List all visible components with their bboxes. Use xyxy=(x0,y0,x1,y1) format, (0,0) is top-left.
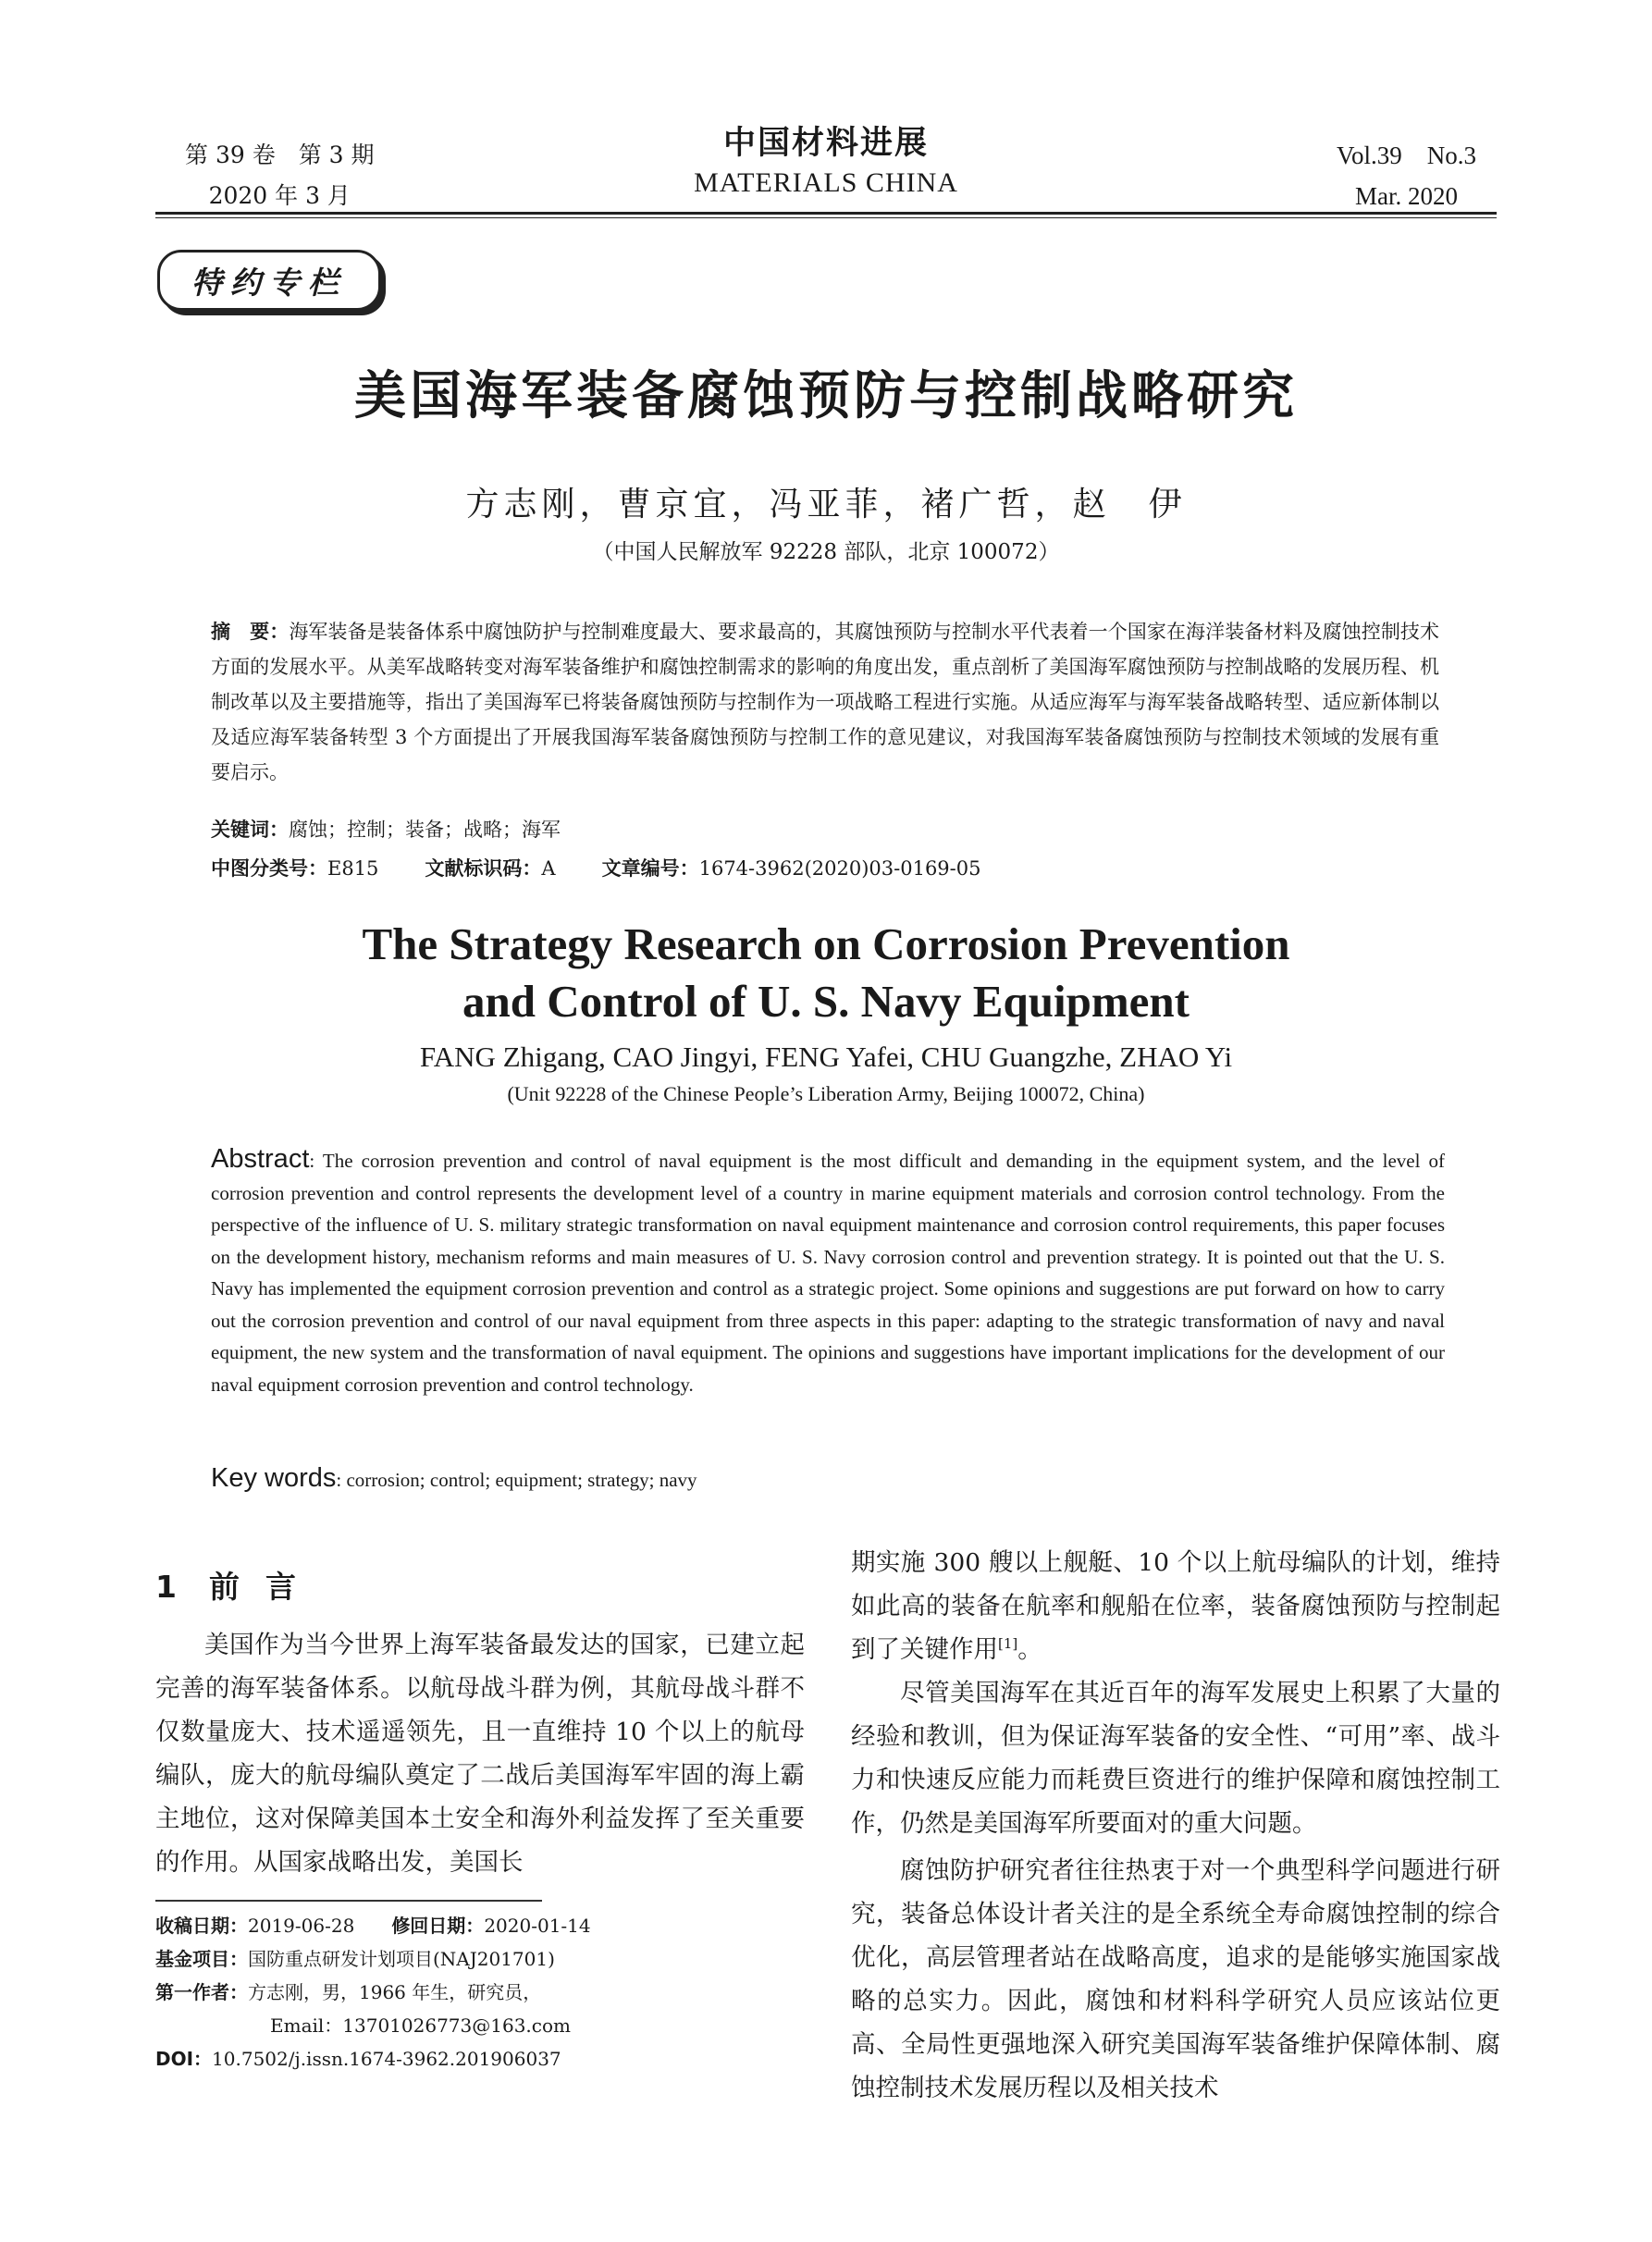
citation-ref: [1] xyxy=(998,1635,1018,1653)
body-paragraph-right-2: 尽管美国海军在其近百年的海军发展史上积累了大量的经验和教训，但为保证海军装备的安全性、“可用”率、战斗力和快速反应能力而耗费巨资进行的维护保障和腐蚀控制工作，仍然是美国海军所要面对的重大问题。 xyxy=(851,1679,1500,1838)
body-paragraph-right-1-text: 期实施 300 艘以上舰艇、10 个以上航母编队的计划，维持如此高的装备在航率和舰船在位率，装备腐蚀预防与控制起到了关键作用 xyxy=(851,1548,1500,1664)
abstract-en: Abstract: The corrosion prevention and control of naval equipment is the most difficult and demanding in the equipment system, and the level of corrosion prevention and control represents the development level of a country in marine equipment materials and corrosion control technology. From the perspective of the influence of U. S. military strategic transformation on naval equipment maintenance and corrosion control requirements, this paper focuses on the development history, mechanism reforms and main measures of U. S. Navy corrosion control and prevention strategy. It is pointed out that the U. S. Navy has implemented the equipment corrosion prevention and control as a strategic project. Some opinions and suggestions are put forward on how to carry out the corrosion prevention and control of our naval equipment from three aspects in this paper: adapting to the strategic transformation of navy and naval equipment, the new system and the transformation of naval equipment. The opinions and suggestions have important implications for the development of our naval equipment corrosion prevention and control technology. xyxy=(211,1144,1445,1396)
footnote-doi xyxy=(155,2042,821,2076)
body-paragraph-right-3: 腐蚀防护研究者往往热衷于对一个典型科学问题进行研究，装备总体设计者关注的是全系统全寿命腐蚀控制的综合优化，高层管理者站在战略高度，追求的是能够实施国家战略的总实力。因此，腐蚀和材料科学研究人员应该站位更高、全局性更强地深入研究美国海军装备维护保障体制、腐蚀控制技术发展历程以及相关技术 xyxy=(851,1856,1500,2102)
article-title-en-line2: and Control of U. S. Navy Equipment xyxy=(462,976,1190,1027)
fund-label: 基金项目： xyxy=(155,1948,248,1970)
abstract-en-label: Abstract xyxy=(211,1144,310,1174)
section-heading xyxy=(155,1563,805,1607)
footnote-rule xyxy=(155,1900,542,1902)
header-date-en: Mar. 2020 xyxy=(1354,182,1458,210)
first-author-label: 第一作者： xyxy=(155,1981,248,2003)
keywords-cn-label: 关键词： xyxy=(211,819,289,841)
footnote-email: Email：13701026773@163.com xyxy=(270,2014,571,2037)
fund-value: 国防重点研发计划项目(NAJ201701) xyxy=(248,1948,555,1970)
revised-label: 修回日期： xyxy=(391,1915,485,1937)
doc-code-value: A xyxy=(541,857,556,880)
section-title: 前言 xyxy=(209,1569,322,1605)
body-paragraph-right-1 xyxy=(851,1541,1500,1671)
affiliation-cn: （中国人民解放军 92228 部队，北京 100072） xyxy=(592,540,1060,564)
revised-date: 2020-01-14 xyxy=(484,1915,591,1937)
section-number: 1 xyxy=(155,1569,177,1605)
authors-en: FANG Zhigang, CAO Jingyi, FENG Yafei, CHU Guangzhe, ZHAO Yi xyxy=(419,1041,1233,1073)
journal-masthead xyxy=(595,122,1057,202)
header-rule-thin xyxy=(155,217,1497,218)
journal-name-cn: 中国材料进展 xyxy=(722,125,929,162)
first-author-value: 方志刚，男，1966 年生，研究员， xyxy=(248,1981,542,2003)
footnote-first-author xyxy=(155,1976,821,2009)
header-rule-thick xyxy=(155,212,1497,215)
received-label: 收稿日期： xyxy=(155,1915,248,1937)
footnote-fund xyxy=(155,1942,821,1976)
keywords-en-text: corrosion; control; equipment; strategy; navy xyxy=(346,1469,697,1491)
keywords-cn xyxy=(211,812,1439,847)
header-volume-info xyxy=(185,135,375,216)
doi-value: 10.7502/j.issn.1674-3962.201906037 xyxy=(212,2048,561,2070)
doi-label: DOI： xyxy=(155,2048,213,2070)
keywords-en: Key words: corrosion; control; equipment; strategy; navy xyxy=(211,1463,697,1493)
article-no-label: 文章编号： xyxy=(601,857,699,880)
article-title-en-line1: The Strategy Research on Corrosion Prevention xyxy=(362,918,1290,969)
abstract-cn-text: 海军装备是装备体系中腐蚀防护与控制难度最大、要求最高的，其腐蚀预防与控制水平代表着一个国家在海洋装备材料及腐蚀控制技术方面的发展水平。从美军战略转变对海军装备维护和腐蚀控制需求的影响的角度出发，重点剖析了美国海军腐蚀预防与控制战略的发展历程、机制改革以及主要措施等，指出了美国海军已将装备腐蚀预防与控制作为一项战略工程进行实施。从适应海军与海军装备战略转型、适应新体制以及适应海军装备转型 3 个方面提出了开展我国海军装备腐蚀预防与控制工作的意见建议，对我国海军装备腐蚀预防与控制技术领域的发展有重要启示。 xyxy=(211,621,1440,783)
abstract-cn xyxy=(211,614,1439,790)
keywords-en-label: Key words xyxy=(211,1463,337,1493)
column-tag: 特约专栏 xyxy=(157,250,381,311)
header-volume-issue: 第 39 卷 第 3 期 xyxy=(185,142,375,168)
header-vol-no: Vol.39 No.3 xyxy=(1336,142,1476,169)
keywords-cn-text: 腐蚀；控制；装备；战略；海军 xyxy=(289,819,561,841)
article-title-cn: 美国海军装备腐蚀预防与控制战略研究 xyxy=(354,366,1298,426)
header-volume-info-en xyxy=(1337,135,1476,216)
classification-row xyxy=(211,851,1439,886)
article-title-en xyxy=(0,916,1652,1030)
article-no-value: 1674-3962(2020)03-0169-05 xyxy=(698,857,981,880)
footnote-dates xyxy=(155,1909,821,1942)
clc-value: E815 xyxy=(327,857,379,880)
affiliation-en: (Unit 92228 of the Chinese People’s Liberation Army, Beijing 100072, China) xyxy=(507,1082,1145,1105)
abstract-cn-label: 摘 要： xyxy=(211,621,290,643)
body-paragraph-right-1-end: 。 xyxy=(1017,1635,1042,1664)
journal-name-en: MATERIALS CHINA xyxy=(694,167,958,198)
clc-label: 中图分类号： xyxy=(211,857,327,880)
header-date-cn: 2020 年 3 月 xyxy=(208,182,351,209)
body-paragraph-left: 美国作为当今世界上海军装备最发达的国家，已建立起完善的海军装备体系。以航母战斗群为例，其航母战斗群不仅数量庞大、技术遥遥领先，且一直维持 10 个以上的航母编队，庞大的航母编队奠定了二战后美国海军牢固的海上霸主地位，这对保障美国本土安全和海外利益发挥了至关重要的作用。从国家战略出发，美国长 xyxy=(155,1631,805,1877)
doc-code-label: 文献标识码： xyxy=(425,857,542,880)
abstract-en-text: The corrosion prevention and control of naval equipment is the most difficult and demanding in the equipment system, and the level of corrosion prevention and control represents the development level of a country in marine equipment materials and corrosion control technology. From the perspective of the influence of U. S. military strategic transformation on naval equipment maintenance and corrosion control requirements, this paper focuses on the development history, mechanism reforms and main measures of U. S. Navy corrosion control and prevention strategy. It is pointed out that the U. S. Navy has implemented the equipment corrosion prevention and control as a strategic project. Some opinions and suggestions are put forward on how to carry out the corrosion prevention and control of our naval equipment from three aspects in this paper: adapting to the strategic transformation of navy and naval equipment, the new system and the transformation of naval equipment. The opinions and suggestions have important implications for the development of our naval equipment corrosion prevention and control technology. xyxy=(211,1150,1445,1396)
received-date: 2019-06-28 xyxy=(248,1915,355,1937)
authors-cn: 方志刚，曹京宜，冯亚菲，褚广哲，赵 伊 xyxy=(465,486,1187,524)
